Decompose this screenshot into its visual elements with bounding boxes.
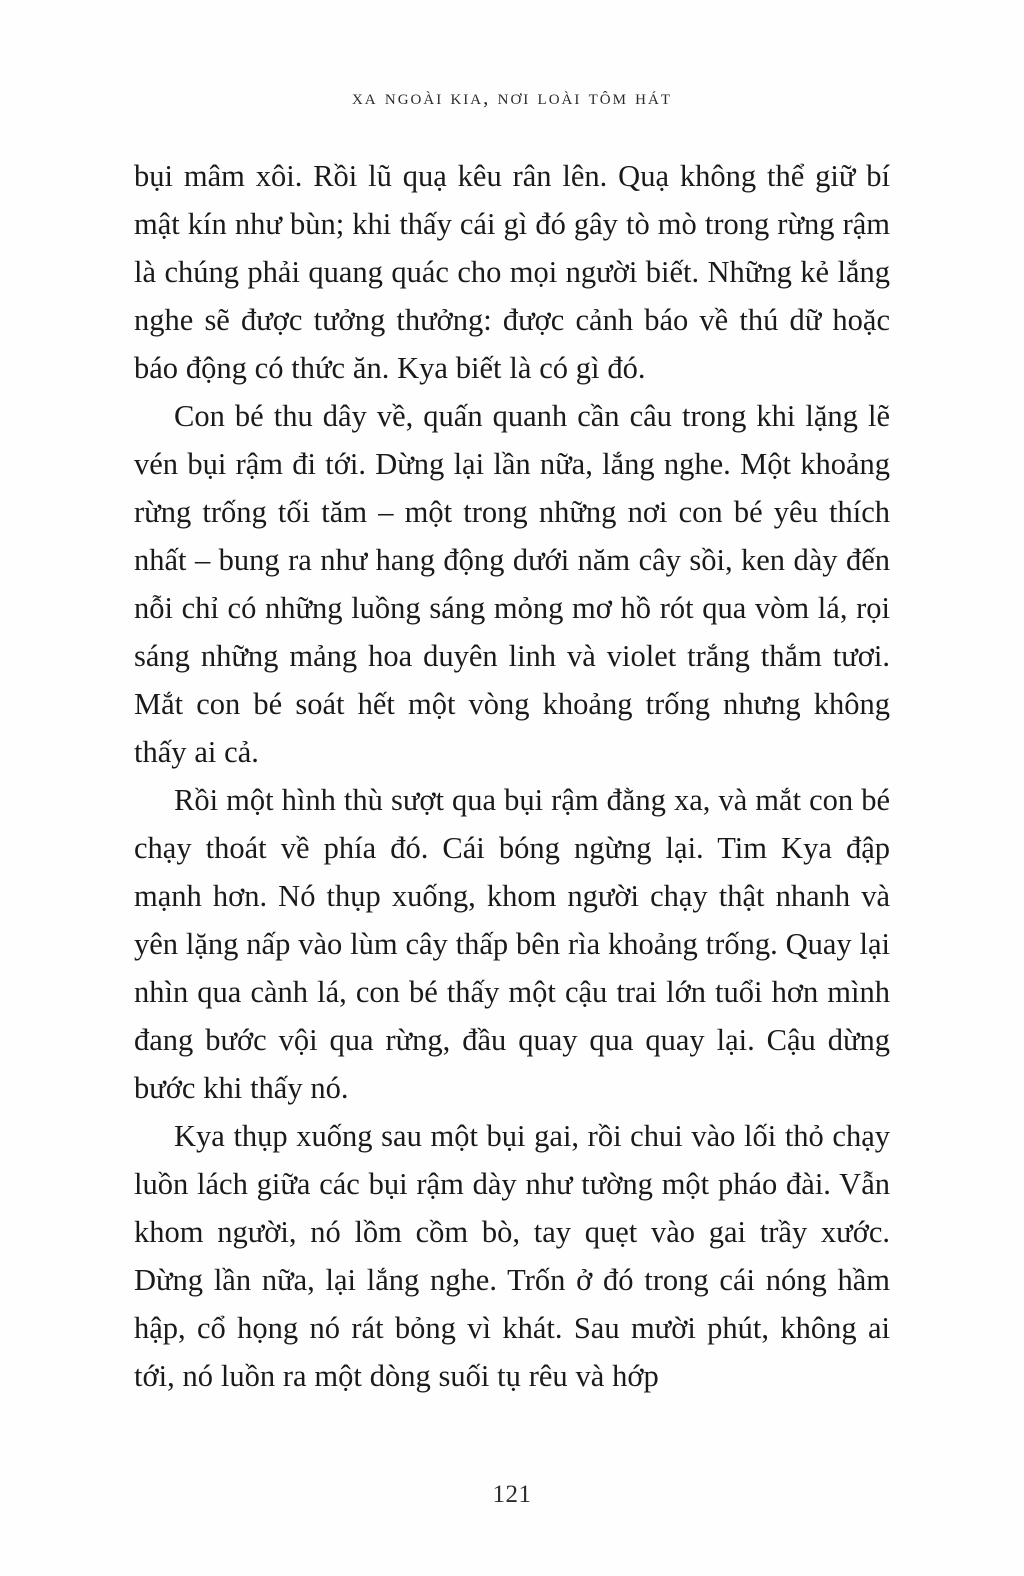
- paragraph: Kya thụp xuống sau một bụi gai, rồi chui vào lối thỏ chạy luồn lách giữa các bụi rậm dày như tường một pháo đài. Vẫn khom người, nó lồm cồm bò, tay quẹt vào gai trầy xước. Dừng lần nữa, lại lắng nghe. Trốn ở đó trong cái nóng hầm hập, cổ họng nó rát bỏng vì khát. Sau mười phút, không ai tới, nó luồn ra một dòng suối tụ rêu và hớp: [134, 1119, 890, 1393]
- running-head: xa ngoài kia, nơi loài tôm hát: [351, 85, 673, 109]
- body-text-block: [134, 152, 890, 1400]
- paragraph: Rồi một hình thù sượt qua bụi rậm đằng xa, và mắt con bé chạy thoát về phía đó. Cái bóng ngừng lại. Tim Kya đập mạnh hơn. Nó thụp xuống, khom người chạy thật nhanh và yên lặng nấp vào lùm cây thấp bên rìa khoảng trống. Quay lại nhìn qua cành lá, con bé thấy một cậu trai lớn tuổi hơn mình đang bước vội qua rừng, đầu quay qua quay lại. Cậu dừng bước khi thấy nó.: [134, 783, 890, 1105]
- paragraph: bụi mâm xôi. Rồi lũ quạ kêu rân lên. Quạ không thể giữ bí mật kín như bùn; khi thấy cái gì đó gây tò mò trong rừng rậm là chúng phải quang quác cho mọi người biết. Những kẻ lắng nghe sẽ được tưởng thưởng: được cảnh báo về thú dữ hoặc báo động có thức ăn. Kya biết là có gì đó.: [134, 159, 890, 385]
- paragraph: Con bé thu dây về, quấn quanh cần câu trong khi lặng lẽ vén bụi rậm đi tới. Dừng lại lần nữa, lắng nghe. Một khoảng rừng trống tối tăm – một trong những nơi con bé yêu thích nhất – bung ra như hang động dưới năm cây sồi, ken dày đến nỗi chỉ có những luồng sáng mỏng mơ hồ rót qua vòm lá, rọi sáng những mảng hoa duyên linh và violet trắng thắm tươi. Mắt con bé soát hết một vòng khoảng trống nhưng không thấy ai cả.: [134, 399, 890, 769]
- page-number: 121: [492, 1481, 532, 1508]
